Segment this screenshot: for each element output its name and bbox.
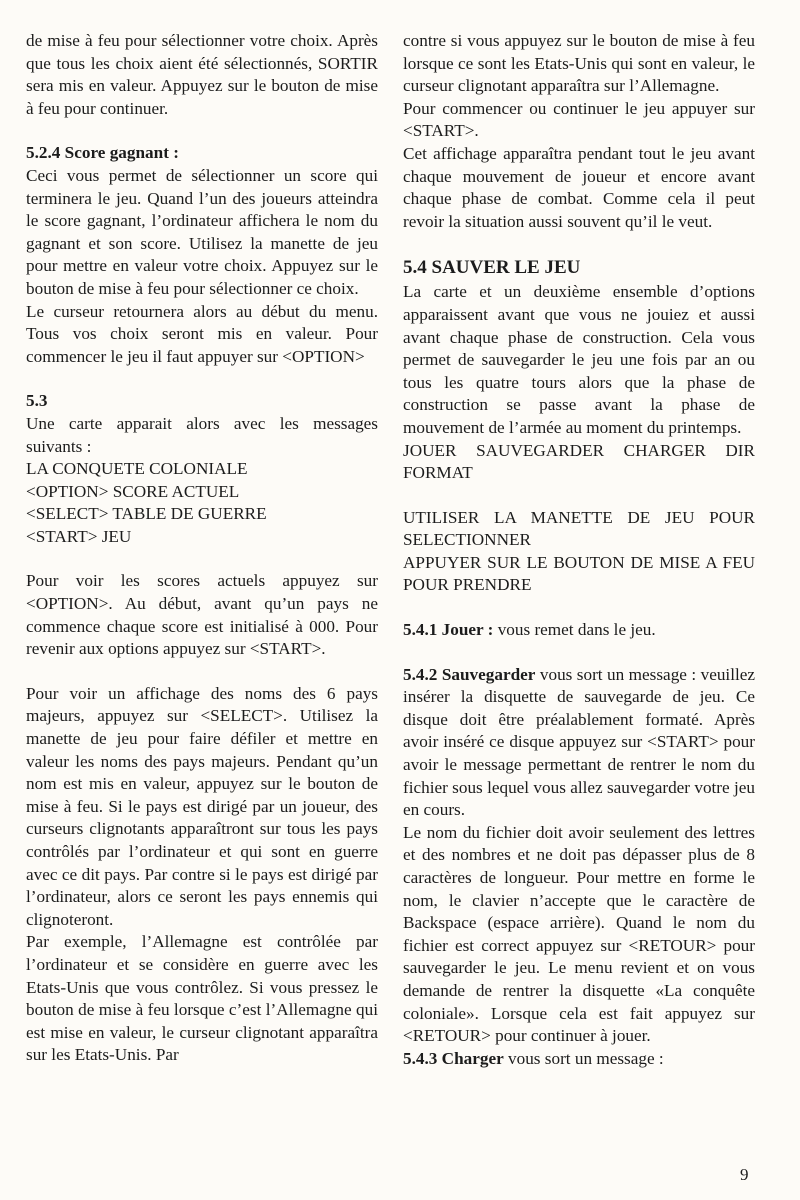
display-paragraph: Cet affichage apparaîtra pendant tout le jeu avant chaque mouvement de joueur et encore avant chaque phase de combat. Comme cela il peut revoir la situation aussi souvent qu’il le veut.: [403, 143, 755, 231]
section-5-2-4-paragraph: Ceci vous permet de sélectionner un score qui terminera le jeu. Quand l’un des joueurs atteindra le score gagnant, l’ordinateur affichera le nom du gagnant et son score. Utilisez la manette de jeu pour mettre en valeur votre choix. Appuyez sur le bouton de mise à feu pour sélectionner ce choix.: [26, 165, 378, 298]
section-5-2-4-heading: 5.2.4 Score gagnant :: [26, 143, 179, 163]
section-5-3-intro: Une carte apparait alors avec les messages suivants :: [26, 413, 378, 456]
section-5-4-2-heading: 5.4.2 Sauvegarder: [403, 664, 536, 684]
continued-paragraph: contre si vous appuyez sur le bouton de mise à feu lorsque ce sont les Etats-Unis qui sont en valeur, le curseur clignotant apparaîtra sur l’Allemagne.: [403, 31, 755, 96]
section-5-4-1-heading: 5.4.1 Jouer :: [403, 620, 494, 640]
section-5-4-3-heading: 5.4.3 Charger: [403, 1048, 504, 1068]
section-5-4-1-text: vous remet dans le jeu.: [497, 620, 656, 640]
screen-message-start: <START> JEU: [26, 526, 132, 546]
section-5-4-3-text: vous sort un message :: [508, 1048, 664, 1068]
example-paragraph: Par exemple, l’Allemagne est contrôlée par l’ordinateur et se considère en guerre avec les Etats-Unis que vous contrôlez. Si vous pressez le bouton de mise à feu lorsque c’est l’Allemagne qui est mise en valeur, le curseur clignotant apparaîtra sur les Etats-Unis. Par: [26, 932, 378, 1065]
fire-button-instruction: APPUYER SUR LE BOUTON DE MISE A FEU POUR PRENDRE: [403, 552, 755, 595]
scores-paragraph: Pour voir les scores actuels appuyez sur <OPTION>. Au début, avant qu’un pays ne commence chaque score est initialisé à 000. Pour revenir aux options appuyez sur <START>.: [26, 571, 378, 659]
left-column: [26, 30, 378, 1067]
page-number: 9: [740, 1165, 749, 1184]
start-paragraph: Pour commencer ou continuer le jeu appuyer sur <START>.: [403, 98, 755, 141]
screen-message-title: LA CONQUETE COLONIALE: [26, 459, 248, 479]
section-5-4-2: [403, 664, 755, 822]
section-5-3-heading: 5.3: [26, 391, 48, 411]
right-column: [403, 30, 755, 1070]
section-5-4-2-text: vous sort un message : veuillez insérer la disquette de sauvegarde de jeu. Ce disque doit être préalablement formaté. Après avoir inséré ce disque appuyez sur <START> pour avoir le message permettant de rentrer le nom du fichier sous lequel vous allez sauvegarder votre jeu en cours.: [403, 664, 756, 820]
joystick-instruction: UTILISER LA MANETTE DE JEU POUR SELECTIONNER: [403, 507, 755, 550]
intro-paragraph: de mise à feu pour sélectionner votre choix. Après que tous les choix aient été sélectionnés, SORTIR sera mis en valeur. Appuyez sur le bouton de mise à feu pour continuer.: [26, 31, 378, 118]
screen-message-option: <OPTION> SCORE ACTUEL: [26, 481, 240, 501]
screen-message-select: <SELECT> TABLE DE GUERRE: [26, 504, 267, 524]
section-5-4-1: [403, 619, 755, 642]
section-5-4-2-paragraph-2: Le nom du fichier doit avoir seulement des lettres et des nombres et ne doit pas dépasser plus de 8 caractères de longueur. Pour mettre en forme le nom, le clavier n’accepte que le caractère de Backspace (espace arrière). Quand le nom du fichier est correct appuyez sur <RETOUR> pour sauvegarder le jeu. Le menu revient et on vous demande de rentrer la disquette «La conquête coloniale». Lorsque cela est fait appuyez sur <RETOUR> pour continuer à jouer.: [403, 822, 755, 1046]
section-5-4-heading: 5.4 SAUVER LE JEU: [403, 257, 581, 279]
section-5-4-3: [403, 1048, 755, 1071]
save-menu-options: JOUER SAUVEGARDER CHARGER DIR FORMAT: [403, 440, 755, 483]
section-5-2-4-paragraph-2: Le curseur retournera alors au début du menu. Tous vos choix seront mis en valeur. Pour commencer le jeu il faut appuyer sur <OPTION>: [26, 301, 378, 366]
country-names-paragraph: Pour voir un affichage des noms des 6 pays majeurs, appuyez sur <SELECT>. Utilisez la manette de jeu pour faire défiler et mettre en valeur les noms des pays majeurs. Pendant qu’un nom est mis en valeur, appuyez sur le bouton de mise à feu. Si le pays est dirigé par un joueur, des curseurs clignotants apparaîtront sur tous les pays contrôlés par l’ordinateur et qui sont en guerre avec ce dit pays. Par contre si le pays est dirigé par l’ordinateur, alors ce seront les pays ennemis qui clignoteront.: [26, 683, 378, 929]
section-5-4-paragraph: La carte et un deuxième ensemble d’options apparaissent avant que vous ne jouiez et aussi avant chaque phase de construction. Cela vous permet de sauvegarder le jeu une fois par an ou tous les quatre tours alors que la phase de construction se passe avant la phase de mouvement de l’armée au moment du printemps.: [403, 282, 755, 437]
